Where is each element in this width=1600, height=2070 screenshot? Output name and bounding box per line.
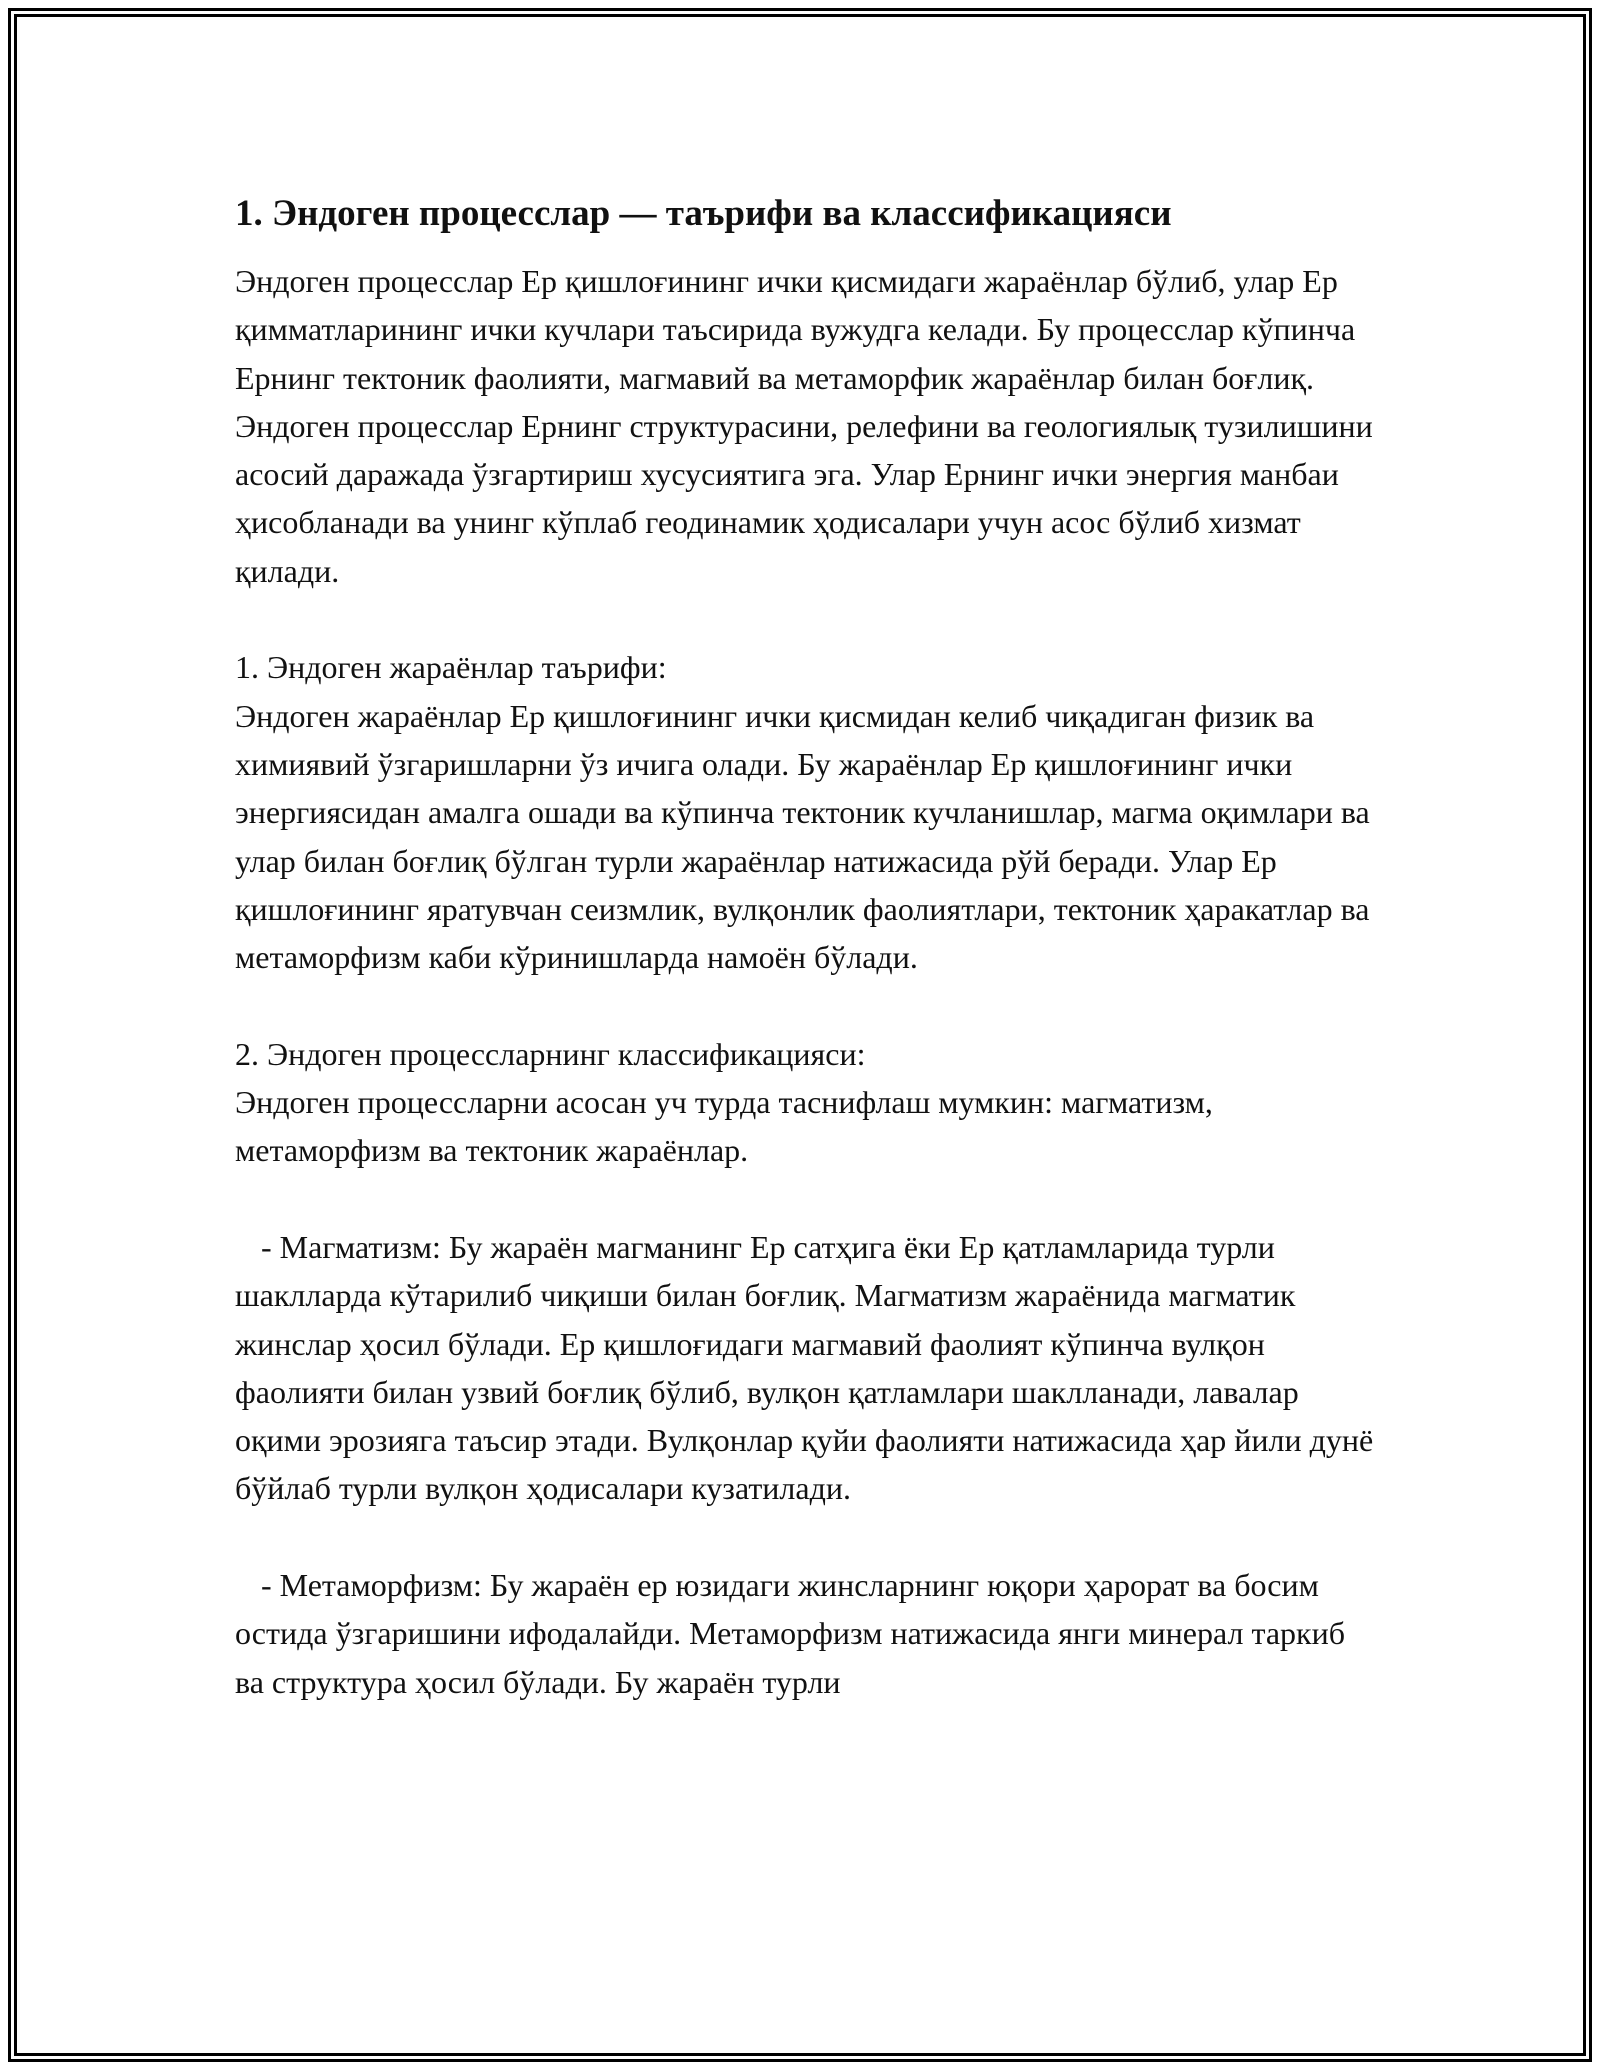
paragraph-spacer bbox=[235, 1513, 1375, 1561]
paragraph-spacer bbox=[235, 1175, 1375, 1223]
metamorphism-text: - Метаморфизм: Бу жараён ер юзидаги жинсларнинг юқори ҳарорат ва босим остида ўзгаришини ифодалайди. Метаморфизм натижасида янги минерал таркиб ва структура ҳосил бўлади. Бу жараён турли bbox=[235, 1567, 1345, 1700]
metamorphism-paragraph bbox=[235, 1561, 1375, 1706]
section-2-heading: 2. Эндоген процессларнинг классификацияси: bbox=[235, 1035, 866, 1072]
section-2-body: Эндоген процессларни асосан уч турда таснифлаш мумкин: магматизм, метаморфизм ва тектоник жараёнлар. bbox=[235, 1084, 1213, 1169]
intro-paragraph: Эндоген процесслар Ер қишлоғининг ички қисмидаги жараёнлар бўлиб, улар Ер қимматларининг ички кучлари таъсирида вужудга келади. Бу процесслар кўпинча Ернинг тектоник фаолияти, магмавий ва метаморфик жараёнлар билан боғлиқ. Эндоген процесслар Ернинг структурасини, релефини ва геологиялық тузилишини асосий даражада ўзгартириш хусусиятига эга. Улар Ернинг ички энергия манбаи ҳисобланади ва унинг кўплаб геодинамик ҳодисалари учун асос бўлиб хизмат қилади. bbox=[235, 263, 1373, 589]
section-1-heading: 1. Эндоген жараёнлар таърифи: bbox=[235, 649, 667, 686]
document-body bbox=[235, 185, 1375, 1706]
magmatism-paragraph bbox=[235, 1223, 1375, 1513]
paragraph-spacer bbox=[235, 981, 1375, 1029]
section-1-body: Эндоген жараёнлар Ер қишлоғининг ички қисмидан келиб чиқадиган физик ва химиявий ўзгаришларни ўз ичига олади. Бу жараёнлар Ер қишлоғининг ички энергиясидан амалга ошади ва кўпинча тектоник кучланишлар, магма оқимлари ва улар билан боғлиқ бўлган турли жараёнлар натижасида рўй беради. Улар Ер қишлоғининг яратувчан сеизмлик, вулқонлик фаолиятлари, тектоник ҳаракатлар ва метаморфизм каби кўринишларда намоён бўлади. bbox=[235, 697, 1370, 976]
paragraph-spacer bbox=[235, 595, 1375, 643]
magmatism-text: - Магматизм: Бу жараён магманинг Ер сатҳига ёки Ер қатламларида турли шаклларда кўтарилиб чиқиши билан боғлиқ. Магматизм жараёнида магматик жинслар ҳосил бўлади. Ер қишлоғидаги магмавий фаолият кўпинча вулқон фаолияти билан узвий боғлиқ бўлиб, вулқон қатламлари шаклланади, лавалар оқими эрозияга таъсир этади. Вулқонлар қуйи фаолияти натижасида ҳар йили дунё бўйлаб турли вулқон ҳодисалари кузатилади. bbox=[235, 1228, 1374, 1507]
document-title: 1. Эндоген процесслар — таърифи ва классификацияси bbox=[235, 193, 1172, 234]
